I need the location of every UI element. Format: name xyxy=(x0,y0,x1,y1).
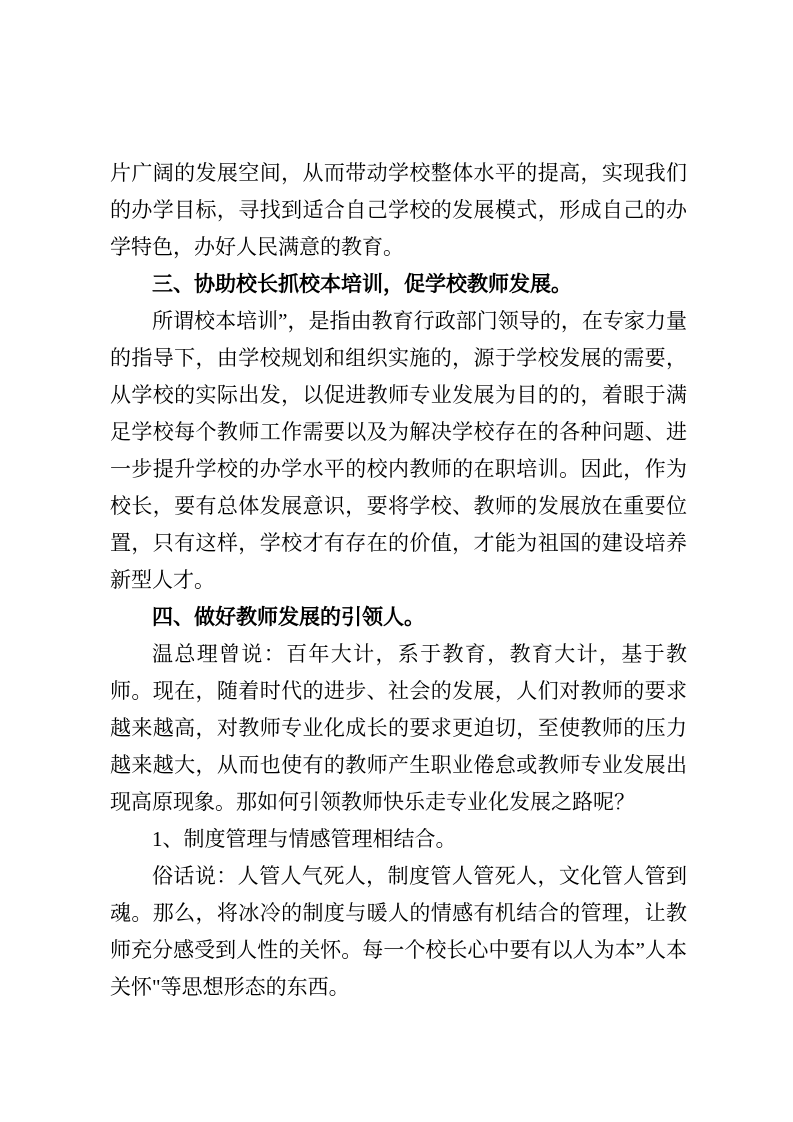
section-heading: 四、做好教师发展的引领人。 xyxy=(152,605,425,629)
document-body xyxy=(110,155,687,1006)
continuation-paragraph: 片广阔的发展空间，从而带动学校整体水平的提高，实现我们的办学目标，寻找到适合自己学校的发展模式，形成自己的办学特色，办好人民满意的教育。 xyxy=(110,161,687,259)
body-paragraph: 俗话说：人管人气死人，制度管人管死人，文化管人管到魂。那么，将冰冷的制度与暖人的情感有机结合的管理，让教师充分感受到人性的关怀。每一个校长心中要有以人为本”人本关怀"等思想形态的东西。 xyxy=(110,864,687,999)
sub-heading: 1、制度管理与情感管理相结合。 xyxy=(152,827,457,851)
section-heading: 三、协助校长抓校本培训，促学校教师发展。 xyxy=(152,272,572,296)
body-paragraph: 温总理曾说：百年大计，系于教育，教育大计，基于教师。现在，随着时代的进步、社会的发展，人们对教师的要求越来越高，对教师专业化成长的要求更迫切，至使教师的压力越来越大，从而也使有的教师产生职业倦怠或教师专业发展出现高原现象。那如何引领教师快乐走专业化发展之路呢？ xyxy=(110,642,687,814)
body-paragraph: 所谓校本培训”，是指由教育行政部门领导的，在专家力量的指导下，由学校规划和组织实施的，源于学校发展的需要，从学校的实际出发，以促进教师专业发展为目的的，着眼于满足学校每个教师工作需要以及为解决学校存在的各种问题、进一步提升学校的办学水平的校内教师的在职培训。因此，作为校长，要有总体发展意识，要将学校、教师的发展放在重要位置，只有这样，学校才有存在的价值，才能为祖国的建设培养新型人才。 xyxy=(110,309,687,592)
